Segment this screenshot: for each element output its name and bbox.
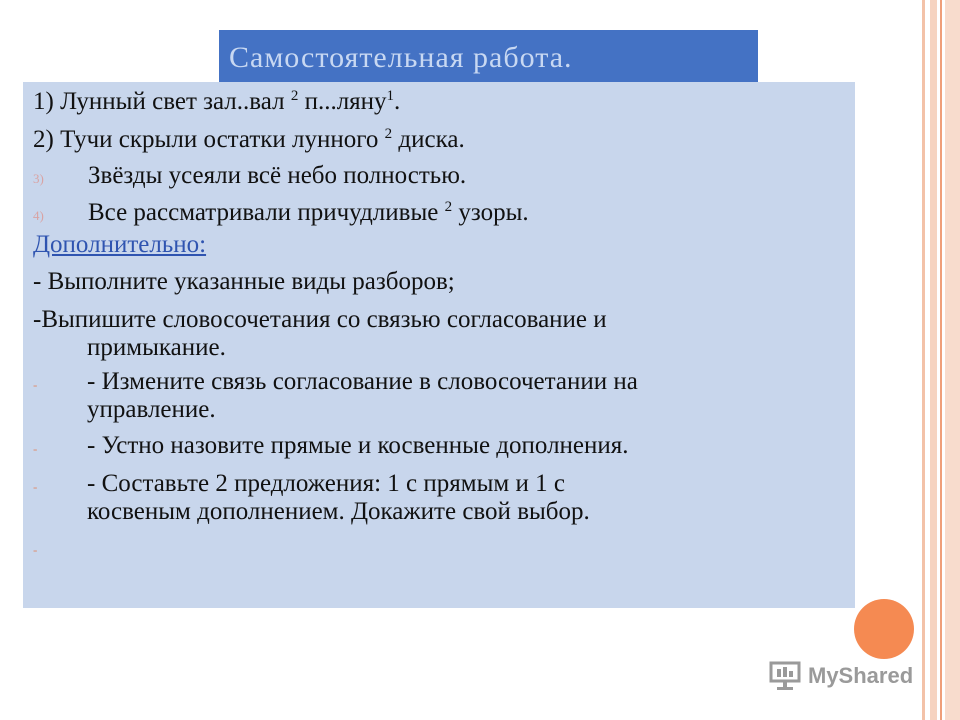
content-box — [23, 82, 855, 608]
task-text: узоры. — [452, 199, 529, 226]
bullet-mark: - — [33, 479, 38, 494]
task-number: 2) — [33, 126, 61, 153]
parse-mark: 2 — [384, 126, 393, 142]
bullet-mark: - — [33, 441, 38, 456]
brand-watermark — [768, 656, 928, 696]
task-text: Лунный свет зал..вал — [60, 88, 291, 115]
task-text: Тучи скрыли остатки лунного — [60, 126, 385, 153]
parse-mark: 2 — [444, 199, 453, 215]
task-text: п...ляну — [298, 88, 387, 115]
instruction-5-cont: косвеным дополнением. Докажите свой выбор. — [87, 498, 590, 525]
bullet-mark: - — [33, 377, 38, 392]
task-4 — [33, 199, 529, 227]
presentation-icon — [768, 659, 802, 693]
decor-stripe — [940, 0, 942, 720]
parse-mark: 1 — [386, 88, 395, 104]
extra-heading-link[interactable]: Дополнительно: — [33, 231, 207, 258]
instruction-4: - Устно назовите прямые и косвенные дополнения. — [87, 432, 629, 459]
decor-circle — [854, 599, 914, 659]
bullet-mark: - — [33, 542, 38, 557]
instruction-3-cont: управление. — [87, 396, 216, 423]
parse-mark: 2 — [290, 88, 299, 104]
task-text: диска. — [392, 126, 465, 153]
task-number: 4) — [33, 208, 44, 223]
instruction-3: - Измените связь согласование в словосочетании на — [87, 368, 638, 395]
task-text: Все рассматривали причудливые — [88, 199, 445, 226]
instruction-1: - Выполните указанные виды разборов; — [33, 268, 455, 295]
instruction-5: - Составьте 2 предложения: 1 с прямым и 1 с — [87, 470, 565, 497]
task-text: Звёзды усеяли всё небо полностью. — [88, 162, 467, 189]
decor-stripe — [930, 0, 937, 720]
task-1 — [33, 88, 400, 116]
brand-name: MyShared — [808, 663, 914, 688]
instruction-2-cont: примыкание. — [87, 334, 226, 361]
slide-title: Самостоятельная работа. — [219, 30, 758, 82]
task-number: 3) — [33, 171, 44, 186]
decor-stripe — [922, 0, 925, 720]
instruction-2: -Выпишите словосочетания со связью согласование и — [33, 306, 607, 333]
task-number: 1) — [33, 88, 61, 115]
task-2 — [33, 126, 465, 154]
task-text: . — [394, 88, 401, 115]
task-3 — [33, 162, 466, 190]
decor-stripe — [945, 0, 960, 720]
